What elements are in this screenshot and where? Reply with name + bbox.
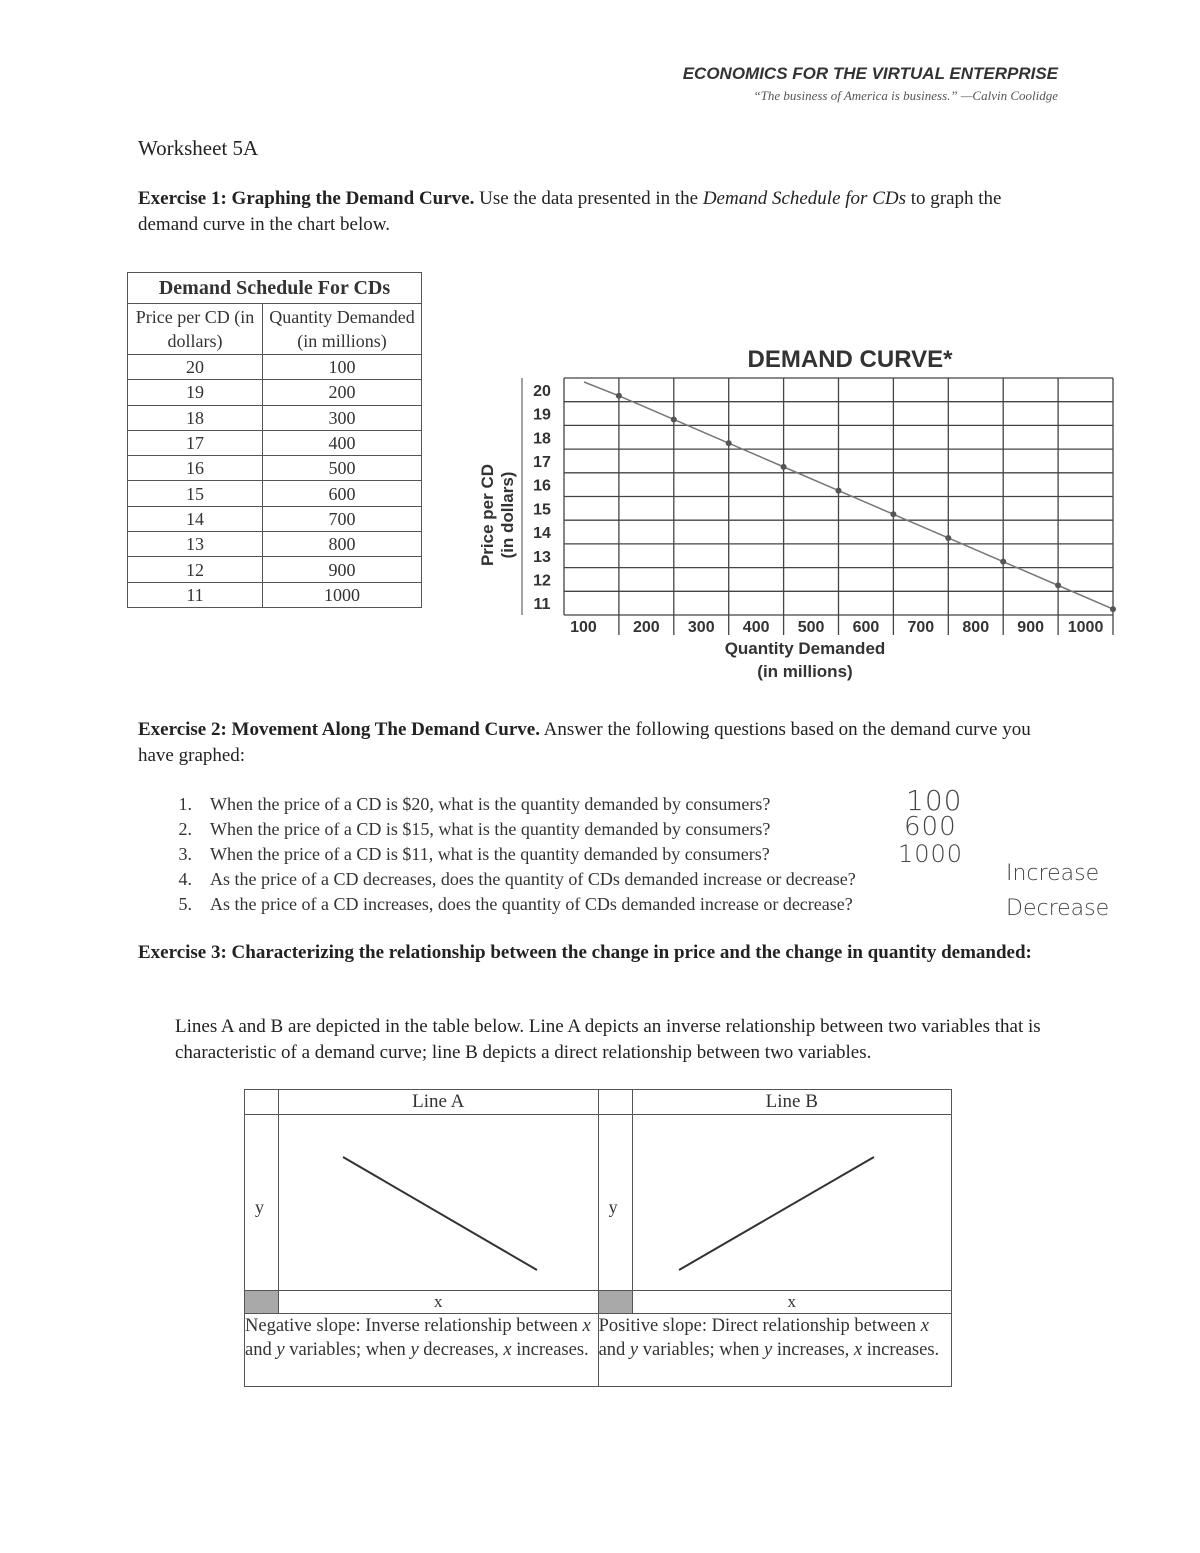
question-number: 1. xyxy=(178,794,192,814)
table-row xyxy=(128,532,422,557)
desc-text: variables; when xyxy=(284,1340,411,1360)
header-quote: “The business of America is business.” —Calvin Coolidge xyxy=(753,88,1058,103)
data-point xyxy=(1110,606,1116,612)
desc-var: x xyxy=(503,1340,512,1360)
handwritten-answer: Increase xyxy=(1006,861,1100,886)
y-tick-label: 15 xyxy=(533,501,551,519)
qty-cell: 100 xyxy=(263,355,422,380)
question-text: When the price of a CD is $20, what is the quantity demanded by consumers? xyxy=(210,794,771,814)
data-point xyxy=(671,416,677,422)
y-tick-label: 13 xyxy=(533,548,551,566)
y-tick-label: 12 xyxy=(533,572,551,590)
question-text: When the price of a CD is $15, what is the quantity demanded by consumers? xyxy=(210,819,771,839)
y-tick-label: 18 xyxy=(533,430,551,448)
price-cell: 12 xyxy=(128,557,263,582)
price-cell: 16 xyxy=(128,456,263,481)
exercise2-text xyxy=(138,717,1058,769)
data-point xyxy=(616,393,622,399)
line-a xyxy=(343,1157,537,1270)
y-tick-label: 16 xyxy=(533,477,551,495)
x-tick-label: 900 xyxy=(1017,619,1045,636)
exercise3-heading: Exercise 3: Characterizing the relationship between the change in price and the change in quantity demanded: xyxy=(138,942,1032,963)
exercise3-text: Lines A and B are depicted in the table below. Line A depicts an inverse relationship between two variables that is characteristic of a demand curve; line B depicts a direct relationship between two variables. xyxy=(175,1016,1041,1063)
corner-cell xyxy=(245,1090,279,1115)
line-a-plot xyxy=(279,1115,599,1291)
question-number: 3. xyxy=(178,844,192,864)
desc-text: Positive slope: Direct relationship between xyxy=(598,1316,921,1336)
y-tick-label: 14 xyxy=(533,525,551,543)
course-title: ECONOMICS FOR THE VIRTUAL ENTERPRISE xyxy=(682,64,1058,83)
table-row xyxy=(128,430,422,455)
qty-cell: 400 xyxy=(263,430,422,455)
line-b-header: Line B xyxy=(632,1090,951,1115)
data-point xyxy=(945,535,951,541)
y-axis-cell xyxy=(598,1115,632,1291)
x-label-b: x xyxy=(632,1291,951,1314)
exercise2-heading: Exercise 2: Movement Along The Demand Curve. xyxy=(138,719,540,740)
demand-schedule-table xyxy=(127,272,422,608)
qty-cell: 200 xyxy=(263,380,422,405)
line-b xyxy=(679,1157,874,1270)
y-label: y xyxy=(608,1197,618,1217)
desc-var: y xyxy=(276,1340,285,1360)
price-cell: 13 xyxy=(128,532,263,557)
price-cell: 15 xyxy=(128,481,263,506)
y-axis-label-line1: Price per CD xyxy=(478,463,497,567)
handwritten-answer: 100 xyxy=(906,784,963,817)
col-header-quantity: Quantity Demanded (in millions) xyxy=(263,304,422,355)
desc-text: decreases, xyxy=(418,1340,504,1360)
line-b-svg xyxy=(633,1115,949,1285)
question-text: As the price of a CD increases, does the quantity of CDs demanded increase or decrease? xyxy=(210,894,853,914)
data-point xyxy=(836,488,842,494)
question-list xyxy=(170,784,1170,921)
exercise1-text-after: to graph the demand curve in the chart below. xyxy=(138,188,1002,235)
x-tick-label: 200 xyxy=(632,619,660,636)
exercise2-instructions: Answer the following questions based on the demand curve you have graphed: xyxy=(138,719,1031,766)
demand-curve-chart xyxy=(500,370,1130,640)
demand-curve-line xyxy=(584,382,1113,609)
handwritten-answer: 1000 xyxy=(898,840,964,868)
desc-var: y xyxy=(410,1340,419,1360)
qty-cell: 700 xyxy=(263,506,422,531)
desc-text: Negative slope: Inverse relationship between xyxy=(245,1316,583,1336)
handwritten-answer: Decrease xyxy=(1006,896,1110,921)
lines-table xyxy=(244,1089,952,1387)
desc-var: x xyxy=(582,1316,591,1336)
list-item xyxy=(170,784,1170,817)
table-row xyxy=(128,557,422,582)
table-row xyxy=(128,481,422,506)
desc-text: and xyxy=(598,1340,630,1360)
data-point xyxy=(1055,582,1061,588)
y-tick-label: 20 xyxy=(533,382,551,400)
line-a-description xyxy=(245,1314,599,1387)
price-cell: 14 xyxy=(128,506,263,531)
desc-text: increases. xyxy=(511,1340,589,1360)
exercise1-heading: Exercise 1: Graphing the Demand Curve. xyxy=(138,188,475,209)
list-item xyxy=(170,861,1170,892)
qty-cell: 900 xyxy=(263,557,422,582)
table-row xyxy=(128,506,422,531)
exercise1-text xyxy=(138,186,1058,238)
exercise1-text-before: Use the data presented in the xyxy=(474,188,703,209)
x-tick-label: 800 xyxy=(962,619,990,636)
x-tick-label: 1000 xyxy=(1067,619,1104,636)
y-axis-label-line2: (in dollars) xyxy=(498,471,517,559)
qty-cell: 800 xyxy=(263,532,422,557)
line-a-svg xyxy=(279,1115,595,1285)
chart-x-axis-label xyxy=(640,637,970,683)
x-tick-label: 700 xyxy=(907,619,935,636)
y-label: y xyxy=(255,1197,264,1217)
price-cell: 11 xyxy=(128,582,263,607)
table-row xyxy=(128,456,422,481)
data-point xyxy=(1000,559,1006,565)
worksheet-title: Worksheet 5A xyxy=(138,136,259,160)
qty-cell: 1000 xyxy=(263,582,422,607)
price-cell: 20 xyxy=(128,355,263,380)
question-number: 4. xyxy=(178,869,192,889)
y-tick-label: 17 xyxy=(533,453,551,471)
question-text: When the price of a CD is $11, what is the quantity demanded by consumers? xyxy=(210,844,770,864)
line-b-description xyxy=(598,1314,951,1387)
qty-cell: 500 xyxy=(263,456,422,481)
data-point xyxy=(890,511,896,517)
col-header-price: Price per CD (in dollars) xyxy=(128,304,263,355)
desc-var: y xyxy=(629,1340,639,1360)
desc-var: x xyxy=(920,1316,929,1336)
x-tick-label: 300 xyxy=(687,619,715,636)
y-tick-label: 11 xyxy=(533,596,551,614)
x-tick-label: 400 xyxy=(742,619,770,636)
schedule-caption: Demand Schedule For CDs xyxy=(128,273,422,304)
line-a-header: Line A xyxy=(279,1090,599,1115)
qty-cell: 300 xyxy=(263,405,422,430)
question-text: As the price of a CD decreases, does the quantity of CDs demanded increase or decrease? xyxy=(210,869,856,889)
list-item xyxy=(170,892,1170,921)
price-cell: 17 xyxy=(128,430,263,455)
corner-cell xyxy=(598,1090,632,1115)
data-point xyxy=(726,440,732,446)
table-row xyxy=(128,380,422,405)
x-tick-label: 100 xyxy=(570,619,597,636)
question-number: 2. xyxy=(178,819,192,839)
desc-text: increases. xyxy=(862,1340,940,1360)
table-row xyxy=(128,582,422,607)
line-b-plot xyxy=(632,1115,951,1291)
shaded-cell xyxy=(598,1291,632,1314)
qty-cell: 600 xyxy=(263,481,422,506)
x-tick-label: 500 xyxy=(797,619,825,636)
desc-text: and xyxy=(245,1340,277,1360)
table-row xyxy=(128,405,422,430)
data-point xyxy=(781,464,787,470)
chart-title: DEMAND CURVE* xyxy=(747,346,953,373)
desc-var: x xyxy=(853,1340,863,1360)
x-axis-label-line1: Quantity Demanded xyxy=(724,639,886,658)
question-number: 5. xyxy=(178,894,192,914)
exercise1-italic: Demand Schedule for CDs xyxy=(702,188,906,209)
price-cell: 19 xyxy=(128,380,263,405)
shaded-cell xyxy=(245,1291,279,1314)
x-label-a: x xyxy=(279,1291,599,1314)
table-row xyxy=(128,355,422,380)
x-axis-label-line2: (in millions) xyxy=(757,662,853,681)
y-tick-label: 19 xyxy=(533,406,551,424)
y-axis-cell xyxy=(245,1115,279,1291)
desc-var: y xyxy=(764,1340,773,1360)
x-tick-label: 600 xyxy=(852,619,880,636)
handwritten-answer: 600 xyxy=(904,812,957,842)
desc-text: variables; when xyxy=(638,1340,764,1360)
list-item xyxy=(170,812,1170,842)
desc-text: increases, xyxy=(772,1340,854,1360)
price-cell: 18 xyxy=(128,405,263,430)
